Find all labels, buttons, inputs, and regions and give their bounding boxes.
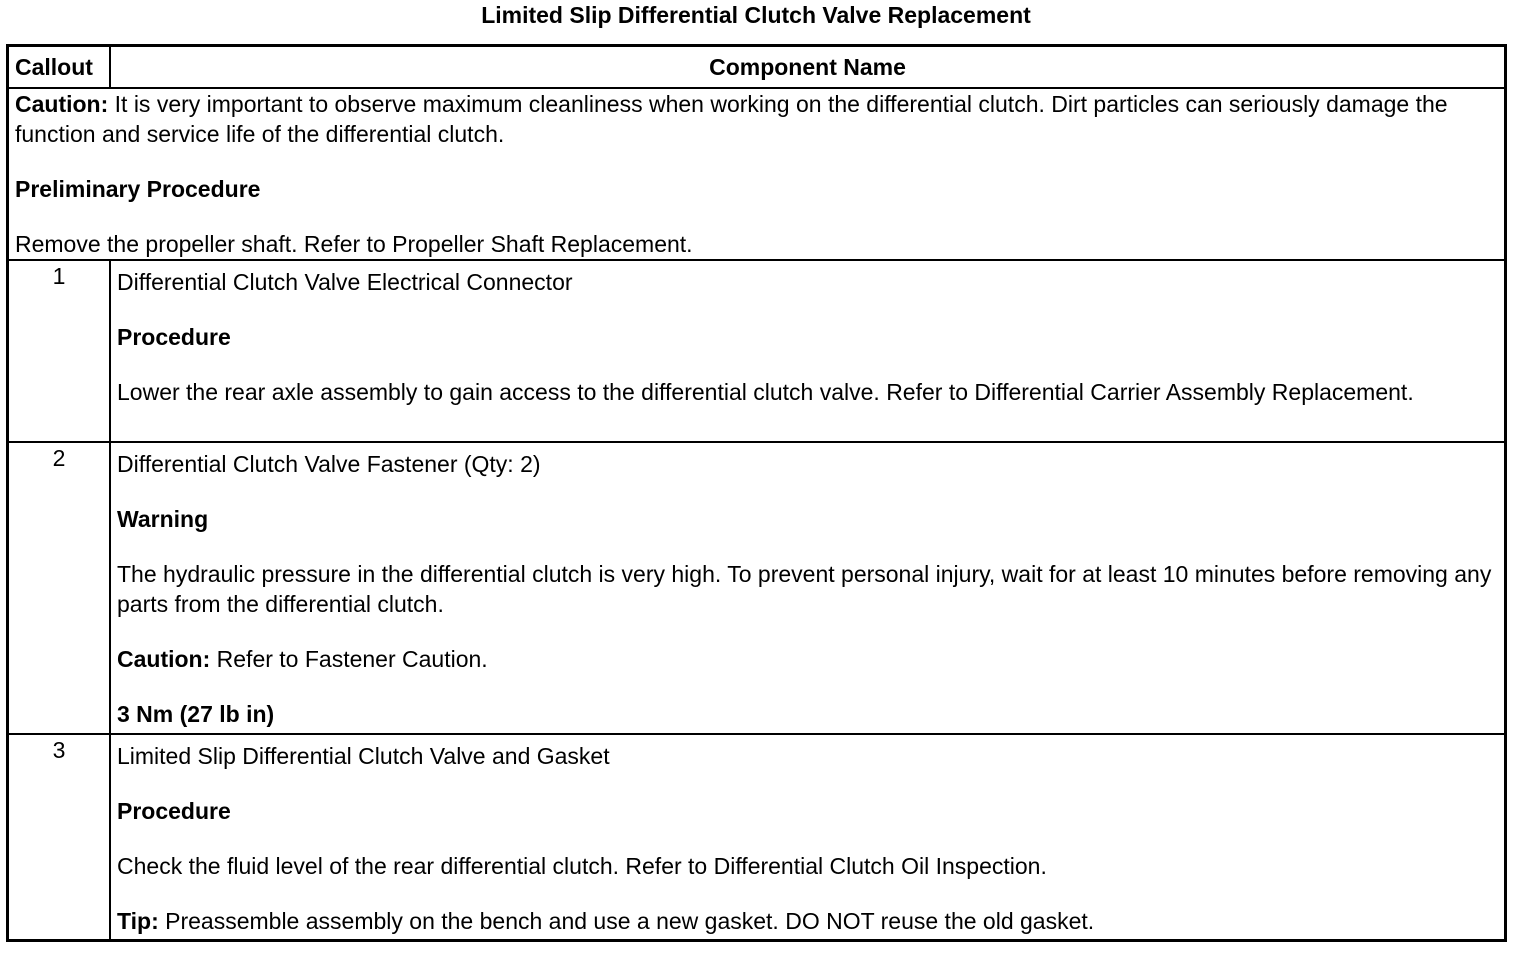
intro-row (8, 88, 1506, 260)
preliminary-procedure-heading: Preliminary Procedure (15, 176, 261, 202)
procedure-heading: Procedure (117, 798, 231, 824)
intro-caution-label: Caution: (15, 91, 109, 117)
warning-heading: Warning (117, 506, 209, 532)
fastener-caution-text: Refer to Fastener Caution. (210, 646, 488, 672)
procedure-table (6, 44, 1507, 942)
component-cell (110, 734, 1506, 941)
procedure-heading: Procedure (117, 324, 231, 350)
warning-text: The hydraulic pressure in the differential clutch is very high. To prevent personal injury, wait for at least 10 minutes before removing any parts from the differential clutch. (117, 561, 1492, 617)
table-row (8, 734, 1506, 941)
callout-column-header: Callout (8, 46, 111, 89)
callout-number: 1 (8, 260, 111, 442)
tip-text: Preassemble assembly on the bench and use a new gasket. DO NOT reuse the old gasket. (158, 908, 1095, 934)
intro-caution-text: It is very important to observe maximum cleanliness when working on the differential clutch. Dirt particles can seriously damage the function and service life of the differential clutch. (15, 91, 1448, 147)
intro-caution (15, 89, 1498, 149)
intro-cell (8, 88, 1506, 260)
table-header-row (8, 46, 1506, 89)
table-row (8, 442, 1506, 734)
component-name: Differential Clutch Valve Fastener (Qty: 2) (117, 451, 541, 477)
document-title: Limited Slip Differential Clutch Valve Replacement (481, 2, 1031, 28)
tip-label: Tip: (117, 908, 159, 934)
component-name: Differential Clutch Valve Electrical Connector (117, 269, 573, 295)
callout-number: 2 (8, 442, 111, 734)
component-cell (110, 442, 1506, 734)
preliminary-procedure-text: Remove the propeller shaft. Refer to Propeller Shaft Replacement. (15, 231, 693, 257)
torque-spec: 3 Nm (27 lb in) (117, 701, 275, 727)
fastener-caution-label: Caution: (117, 646, 211, 672)
procedure-text: Check the fluid level of the rear differential clutch. Refer to Differential Clutch Oil Inspection. (117, 853, 1047, 879)
component-name: Limited Slip Differential Clutch Valve and Gasket (117, 743, 610, 769)
component-cell (110, 260, 1506, 442)
callout-number: 3 (8, 734, 111, 941)
component-name-column-header: Component Name (110, 46, 1506, 89)
fastener-caution (117, 644, 1498, 674)
procedure-text: Lower the rear axle assembly to gain access to the differential clutch valve. Refer to Differential Carrier Assembly Replacement. (117, 379, 1414, 405)
table-row (8, 260, 1506, 442)
tip-note (117, 906, 1498, 936)
